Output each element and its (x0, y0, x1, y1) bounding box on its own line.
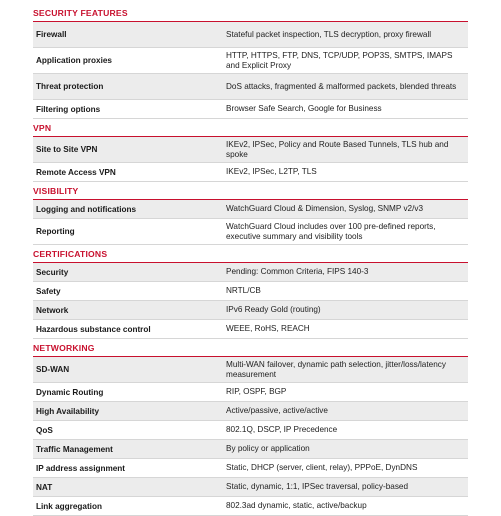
section-header: SECURITY FEATURES (33, 4, 468, 22)
spec-value: DoS attacks, fragmented & malformed packets, blended threats (226, 81, 457, 91)
spec-row (33, 383, 468, 402)
spec-row (33, 320, 468, 339)
spec-row (33, 402, 468, 421)
spec-row (33, 263, 468, 282)
spec-value: WEEE, RoHS, REACH (226, 324, 310, 334)
spec-value: Static, DHCP (server, client, relay), PPPoE, DynDNS (226, 463, 418, 473)
spec-value: Multi-WAN failover, dynamic path selection, jitter/loss/latency measurement (226, 360, 446, 379)
spec-value: 802.1Q, DSCP, IP Precedence (226, 425, 338, 435)
spec-row (33, 421, 468, 440)
spec-row (33, 74, 468, 100)
spec-value: Static, dynamic, 1:1, IPSec traversal, policy-based (226, 482, 409, 492)
spec-row (33, 219, 468, 245)
spec-value: IKEv2, IPSec, L2TP, TLS (226, 167, 317, 177)
spec-value: Stateful packet inspection, TLS decryption, proxy firewall (226, 29, 432, 39)
spec-label: Application proxies (36, 56, 112, 65)
spec-label: Safety (36, 286, 61, 296)
spec-label: Link aggregation (36, 501, 102, 511)
spec-value: By policy or application (226, 444, 310, 454)
spec-row (33, 459, 468, 478)
section-header: NETWORKING (33, 339, 468, 357)
spec-label: Dynamic Routing (36, 387, 104, 397)
spec-label: Logging and notifications (36, 204, 137, 214)
spec-label: QoS (36, 425, 53, 435)
spec-row (33, 22, 468, 48)
spec-label: Filtering options (36, 104, 101, 114)
spec-label: Remote Access VPN (36, 167, 116, 177)
spec-row (33, 497, 468, 516)
spec-row (33, 357, 468, 383)
spec-label: High Availability (36, 406, 100, 416)
spec-value: RIP, OSPF, BGP (226, 387, 287, 397)
spec-row (33, 478, 468, 497)
spec-value: HTTP, HTTPS, FTP, DNS, TCP/UDP, POP3S, SMTPS, IMAPS and Explicit Proxy (226, 51, 453, 70)
spec-label: Site to Site VPN (36, 145, 98, 154)
spec-value: WatchGuard Cloud includes over 100 pre-defined reports, executive summary and visibility tools (226, 222, 436, 241)
spec-label: Reporting (36, 227, 75, 236)
spec-value: 802.3ad dynamic, static, active/backup (226, 501, 367, 511)
section-header: CERTIFICATIONS (33, 245, 468, 263)
spec-row (33, 163, 468, 182)
spec-value: Pending: Common Criteria, FIPS 140-3 (226, 267, 369, 277)
spec-label: Hazardous substance control (36, 324, 151, 334)
spec-value: Browser Safe Search, Google for Business (226, 104, 382, 114)
spec-value: IKEv2, IPSec, Policy and Route Based Tunnels, TLS hub and spoke (226, 140, 449, 159)
spec-row (33, 301, 468, 320)
spec-value: WatchGuard Cloud & Dimension, Syslog, SNMP v2/v3 (226, 204, 424, 214)
spec-value: IPv6 Ready Gold (routing) (226, 305, 321, 315)
spec-label: NAT (36, 482, 53, 492)
spec-value: Active/passive, active/active (226, 406, 328, 416)
spec-row (33, 282, 468, 301)
spec-row (33, 137, 468, 163)
section-header: VISIBILITY (33, 182, 468, 200)
spec-label: SD-WAN (36, 365, 70, 374)
spec-label: Traffic Management (36, 444, 113, 454)
spec-label: Network (36, 305, 69, 315)
section-header: VPN (33, 119, 468, 137)
spec-label: Firewall (36, 30, 67, 39)
spec-row (33, 100, 468, 119)
spec-label: IP address assignment (36, 463, 126, 473)
spec-sheet (33, 4, 468, 516)
spec-row (33, 440, 468, 459)
spec-label: Threat protection (36, 82, 104, 91)
spec-value: NRTL/CB (226, 286, 261, 296)
spec-row (33, 48, 468, 74)
spec-row (33, 200, 468, 219)
spec-label: Security (36, 267, 69, 277)
